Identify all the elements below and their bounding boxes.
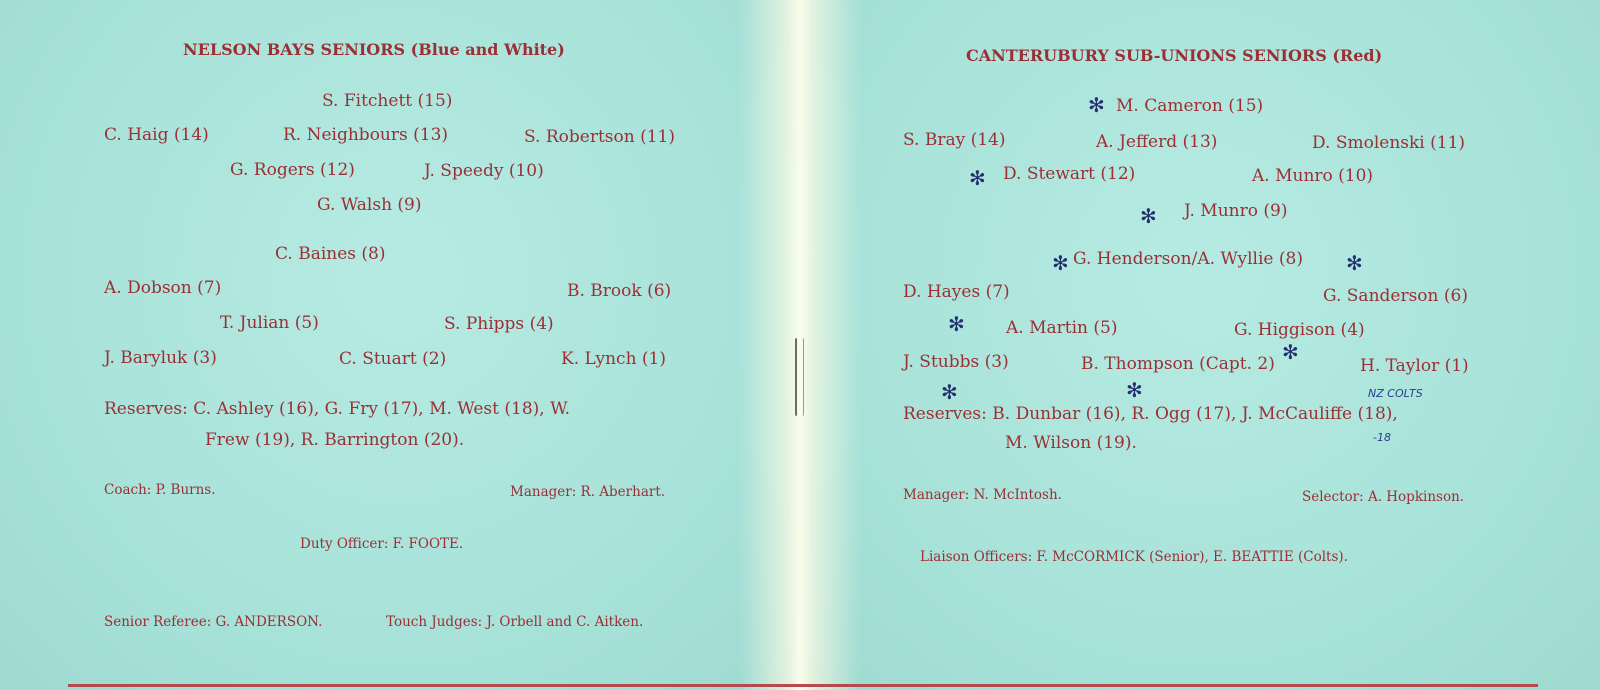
right-manager: Manager: N. McIntosh. — [903, 487, 1062, 503]
left-player-lock-5: T. Julian (5) — [220, 313, 319, 333]
left-coach: Coach: P. Burns. — [104, 482, 216, 498]
ink-cross-mark: ✻ — [969, 166, 986, 190]
right-player-flanker-6: G. Sanderson (6) — [1323, 286, 1468, 306]
left-player-wing-11: S. Robertson (11) — [524, 127, 675, 147]
ink-cross-mark: ✻ — [1088, 93, 1105, 117]
left-player-number-8: C. Baines (8) — [275, 244, 386, 264]
right-player-hooker-2: B. Thompson (Capt. 2) — [1081, 354, 1275, 374]
right-player-halfback: J. Munro (9) — [1184, 201, 1288, 221]
liaison-officers: Liaison Officers: F. McCORMICK (Senior), E. BEATTIE (Colts). — [920, 549, 1348, 565]
left-player-prop-1: K. Lynch (1) — [561, 349, 667, 369]
staple — [795, 338, 804, 416]
left-player-flanker-6: B. Brook (6) — [567, 281, 672, 301]
duty-officer: Duty Officer: F. FOOTE. — [300, 536, 464, 552]
left-player-fullback: S. Fitchett (15) — [322, 91, 453, 111]
senior-referee: Senior Referee: G. ANDERSON. — [104, 614, 323, 630]
bottom-rule — [68, 684, 1538, 687]
left-player-halfback: G. Walsh (9) — [317, 195, 422, 215]
ink-cross-mark: ✻ — [1346, 251, 1363, 275]
ink-cross-mark: ✻ — [1282, 340, 1299, 364]
right-player-prop-3: J. Stubbs (3) — [903, 352, 1009, 372]
ink-cross-mark: ✻ — [941, 380, 958, 404]
left-player-centre-13: R. Neighbours (13) — [283, 125, 449, 145]
ink-cross-mark: ✻ — [1126, 378, 1143, 402]
ink-cross-mark: ✻ — [1052, 251, 1069, 275]
right-player-lock-5: A. Martin (5) — [1006, 318, 1118, 338]
right-player-first-five: A. Munro (10) — [1252, 166, 1374, 186]
handwritten-note-18: -18 — [1373, 431, 1391, 444]
ink-cross-mark: ✻ — [948, 312, 965, 336]
right-player-centre-13: A. Jefferd (13) — [1096, 132, 1218, 152]
left-player-hooker-2: C. Stuart (2) — [339, 349, 447, 369]
left-player-first-five: J. Speedy (10) — [424, 161, 544, 181]
left-player-wing-14: C. Haig (14) — [104, 125, 209, 145]
left-player-lock-4: S. Phipps (4) — [444, 314, 554, 334]
right-player-fullback: M. Cameron (15) — [1116, 96, 1264, 116]
left-player-centre-12: G. Rogers (12) — [230, 160, 355, 180]
left-team-heading: NELSON BAYS SENIORS (Blue and White) — [183, 40, 565, 59]
handwritten-note-colts: NZ COLTS — [1368, 387, 1423, 400]
right-player-number-8: G. Henderson/A. Wyllie (8) — [1073, 249, 1303, 269]
right-player-centre-12: D. Stewart (12) — [1003, 164, 1136, 184]
left-manager: Manager: R. Aberhart. — [510, 484, 666, 500]
left-player-prop-3: J. Baryluk (3) — [104, 348, 217, 368]
right-team-heading: CANTERUBURY SUB-UNIONS SENIORS (Red) — [966, 46, 1383, 65]
left-reserves-line-1: Reserves: C. Ashley (16), G. Fry (17), M. West (18), W. — [104, 399, 571, 419]
right-player-lock-4: G. Higgison (4) — [1234, 320, 1365, 340]
left-reserves-line-2: Frew (19), R. Barrington (20). — [205, 430, 465, 450]
ink-cross-mark: ✻ — [1140, 204, 1157, 228]
right-selector: Selector: A. Hopkinson. — [1302, 489, 1465, 505]
right-player-flanker-7: D. Hayes (7) — [903, 282, 1010, 302]
left-player-flanker-7: A. Dobson (7) — [104, 278, 222, 298]
right-player-prop-1: H. Taylor (1) — [1360, 356, 1469, 376]
right-reserves-line-1: Reserves: B. Dunbar (16), R. Ogg (17), J. McCauliffe (18), — [903, 404, 1398, 424]
touch-judges: Touch Judges: J. Orbell and C. Aitken. — [386, 614, 644, 630]
right-player-wing-11: D. Smolenski (11) — [1312, 133, 1466, 153]
right-reserves-line-2: M. Wilson (19). — [1005, 433, 1137, 453]
right-player-wing-14: S. Bray (14) — [903, 130, 1006, 150]
